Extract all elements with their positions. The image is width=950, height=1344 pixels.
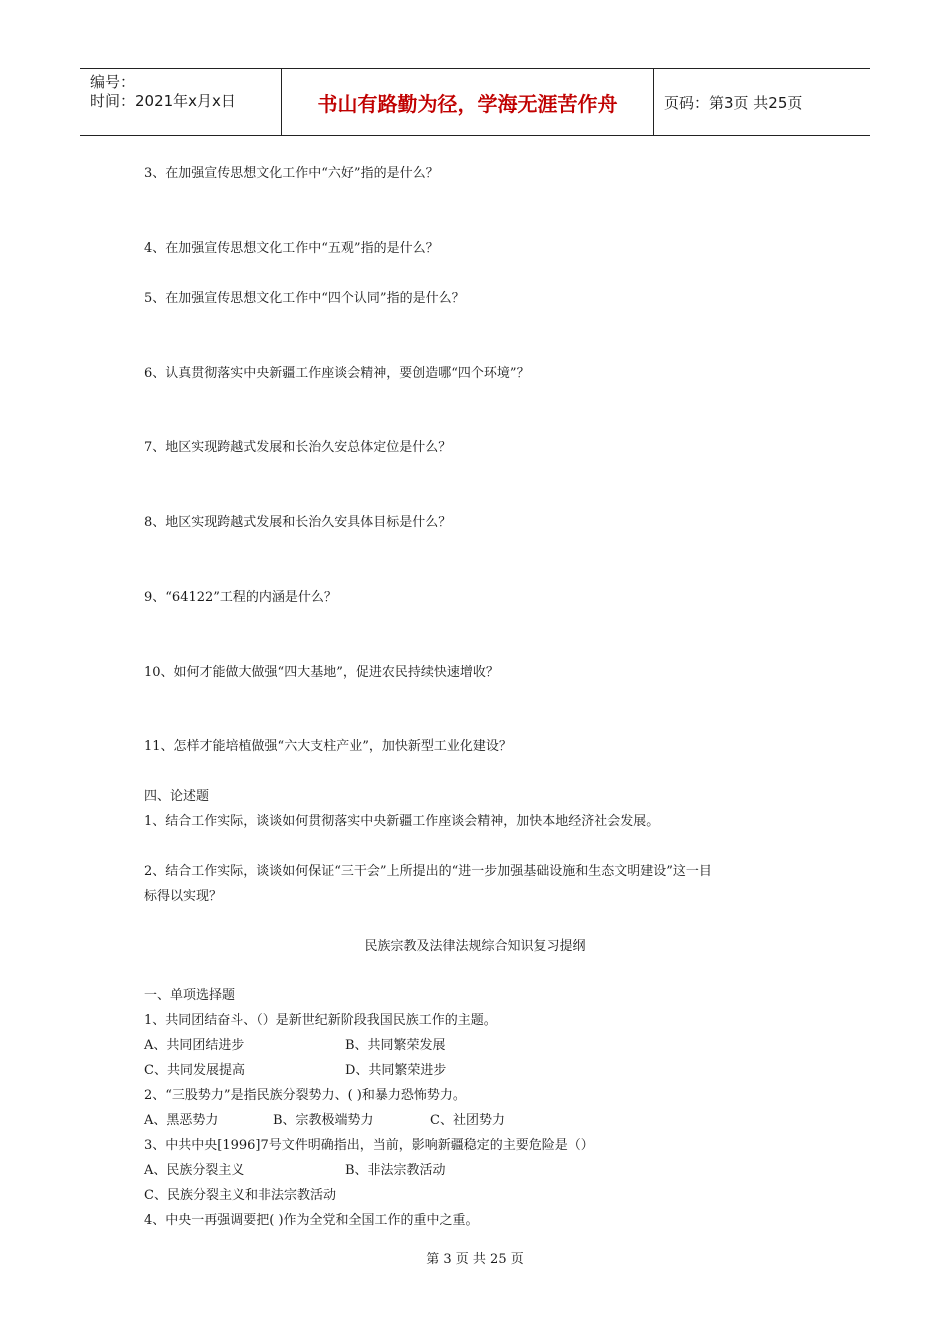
option-1b: B、共同繁荣发展 [345, 1038, 446, 1053]
option-3a: A、民族分裂主义 [144, 1163, 245, 1178]
question-10: 10、如何才能做大做强“四大基地”，促进农民持续快速增收？ [144, 665, 499, 680]
page-footer: 第 3 页 共 25 页 [426, 1252, 524, 1267]
choice-question-1: 1、共同团结奋斗、（）是新世纪新阶段我国民族工作的主题。 [144, 1013, 497, 1028]
single-choice-heading: 一、单项选择题 [144, 988, 236, 1003]
option-1d: D、共同繁荣进步 [345, 1063, 447, 1078]
page-header [80, 68, 870, 136]
choice-question-4: 4、中央一再强调要把( )作为全党和全国工作的重中之重。 [144, 1213, 479, 1228]
question-4: 4、在加强宣传思想文化工作中“五观”指的是什么？ [144, 241, 439, 256]
essay-heading: 四、论述题 [144, 789, 210, 804]
option-2c: C、社团势力 [430, 1113, 505, 1128]
option-1a: A、共同团结进步 [144, 1038, 245, 1053]
question-9: 9、“64122”工程的内涵是什么？ [144, 590, 337, 605]
section-title: 民族宗教及法律法规综合知识复习提纲 [364, 939, 586, 954]
document-number-label: 编号： [90, 73, 136, 91]
question-8: 8、地区实现跨越式发展和长治久安具体目标是什么？ [144, 515, 452, 530]
essay-question-2-line-1: 2、结合工作实际，谈谈如何保证“三干会”上所提出的“进一步加强基础设施和生态文明建设”这一目 [144, 864, 712, 879]
question-5: 5、在加强宣传思想文化工作中“四个认同”指的是什么？ [144, 291, 465, 306]
option-2b: B、宗教极端势力 [273, 1113, 374, 1128]
option-2a: A、黑恶势力 [144, 1113, 219, 1128]
header-meta [80, 69, 282, 135]
option-1c: C、共同发展提高 [144, 1063, 245, 1078]
header-page-info: 页码：第3页 共25页 [664, 93, 803, 112]
essay-question-2-line-2: 标得以实现？ [144, 889, 223, 904]
document-date: 时间：2021年x月x日 [90, 92, 236, 110]
option-3b: B、非法宗教活动 [345, 1163, 446, 1178]
essay-question-1: 1、结合工作实际，谈谈如何贯彻落实中央新疆工作座谈会精神，加快本地经济社会发展。 [144, 814, 660, 829]
question-6: 6、认真贯彻落实中央新疆工作座谈会精神，要创造哪“四个环境”？ [144, 366, 530, 381]
option-3c: C、民族分裂主义和非法宗教活动 [144, 1188, 336, 1203]
header-motto: 书山有路勤为径，学海无涯苦作舟 [282, 69, 654, 135]
choice-question-2: 2、“三股势力”是指民族分裂势力、( )和暴力恐怖势力。 [144, 1088, 466, 1103]
question-3: 3、在加强宣传思想文化工作中“六好”指的是什么？ [144, 166, 439, 181]
choice-question-3: 3、中共中央[1996]7号文件明确指出，当前，影响新疆稳定的主要危险是（） [144, 1138, 594, 1153]
question-11: 11、怎样才能培植做强“六大支柱产业”，加快新型工业化建设？ [144, 739, 512, 754]
question-7: 7、地区实现跨越式发展和长治久安总体定位是什么？ [144, 440, 452, 455]
